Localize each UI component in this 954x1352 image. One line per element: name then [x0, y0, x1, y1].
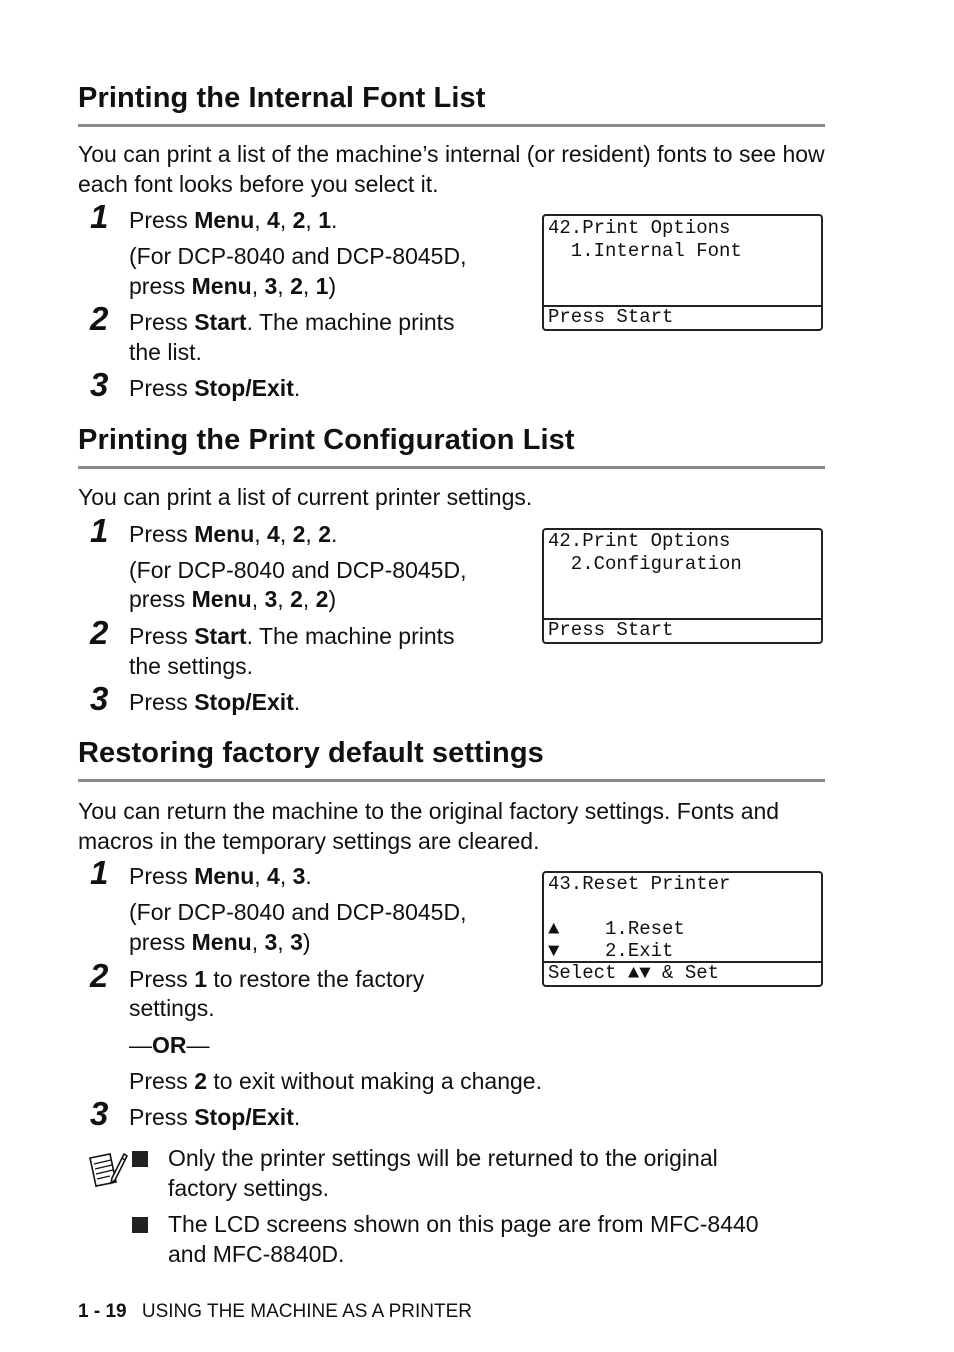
- lcd-line: 43.Reset Printer: [548, 873, 731, 895]
- step-text-line2: the list.: [129, 339, 202, 365]
- step-subnote-line2: press Menu, 3, 2, 1): [129, 273, 337, 299]
- step-subnote: (For DCP-8040 and DCP-8045D,: [129, 557, 467, 583]
- step-text: Press Menu, 4, 2, 2.: [129, 521, 338, 547]
- step-number: 3: [90, 1095, 109, 1132]
- step-text-line2: the settings.: [129, 653, 254, 679]
- lcd-line: 42.Print Options: [548, 530, 731, 552]
- lcd-line: ▲ 1.Reset: [548, 918, 685, 940]
- step-number: 2: [90, 300, 109, 337]
- lcd-line: 42.Print Options: [548, 217, 731, 239]
- lcd-status-bar: [544, 961, 821, 985]
- or-divider: —OR—: [129, 1032, 210, 1058]
- lcd-status-bar: [544, 305, 821, 329]
- title-rule: [78, 466, 825, 469]
- step-subnote: (For DCP-8040 and DCP-8045D,: [129, 899, 467, 925]
- note-text-line2: factory settings.: [168, 1175, 330, 1201]
- bullet-square: [132, 1217, 148, 1233]
- step-text-line2: settings.: [129, 995, 215, 1021]
- section-title: Printing the Print Configuration List: [78, 424, 575, 456]
- title-rule: [78, 124, 825, 127]
- step-subnote-line2: press Menu, 3, 2, 2): [129, 586, 337, 612]
- lcd-status-bar: [544, 618, 821, 642]
- step-alternative: Press 2 to exit without making a change.: [129, 1068, 542, 1094]
- lcd-line: 1.Internal Font: [548, 240, 742, 262]
- step-subnote-line2: press Menu, 3, 3): [129, 929, 311, 955]
- note-text: Only the printer settings will be returned to the original: [168, 1145, 718, 1171]
- step-text: Press Start. The machine prints: [129, 623, 455, 649]
- step-number: 1: [90, 512, 109, 549]
- section-intro: You can print a list of the machine’s internal (or resident) fonts to see how each font looks before you select it.: [78, 141, 825, 197]
- note-text-line2: and MFC-8840D.: [168, 1241, 345, 1267]
- note-text: The LCD screens shown on this page are from MFC-8440: [168, 1211, 759, 1237]
- step-number: 2: [90, 957, 109, 994]
- section-title: Restoring factory default settings: [78, 737, 544, 769]
- step-text: Press 1 to restore the factory: [129, 966, 425, 992]
- step-text: Press Start. The machine prints: [129, 309, 455, 335]
- step-text: Press Menu, 4, 3.: [129, 863, 312, 889]
- lcd-line: 2.Configuration: [548, 553, 742, 575]
- page-number: 1 - 19: [78, 1301, 127, 1322]
- step-number: 2: [90, 614, 109, 651]
- section-intro: You can return the machine to the original factory settings. Fonts and macros in the temporary settings are cleared.: [78, 798, 780, 854]
- lcd-status-text: Press Start: [548, 306, 674, 328]
- step-number: 1: [90, 198, 109, 235]
- step-text: Press Menu, 4, 2, 1.: [129, 207, 338, 233]
- page-footer: [78, 1301, 472, 1323]
- step-text: Press Stop/Exit.: [129, 1104, 301, 1130]
- lcd-display: [542, 528, 823, 644]
- lcd-status-text: Select ▲▼ & Set: [548, 962, 720, 984]
- bullet-square: [132, 1151, 148, 1167]
- lcd-status-text: Press Start: [548, 619, 674, 641]
- step-number: 1: [90, 854, 109, 891]
- step-subnote: (For DCP-8040 and DCP-8045D,: [129, 243, 467, 269]
- section-title: Printing the Internal Font List: [78, 82, 486, 114]
- lcd-line: ▼ 2.Exit: [548, 940, 674, 962]
- chapter-title: USING THE MACHINE AS A PRINTER: [141, 1301, 472, 1322]
- title-rule: [78, 779, 825, 782]
- step-text: Press Stop/Exit.: [129, 375, 301, 401]
- step-number: 3: [90, 366, 109, 403]
- step-number: 3: [90, 680, 109, 717]
- lcd-display: [542, 214, 823, 331]
- lcd-display: [542, 871, 823, 987]
- note-icon: [86, 1148, 128, 1192]
- section-intro: You can print a list of current printer settings.: [78, 484, 533, 510]
- step-text: Press Stop/Exit.: [129, 689, 301, 715]
